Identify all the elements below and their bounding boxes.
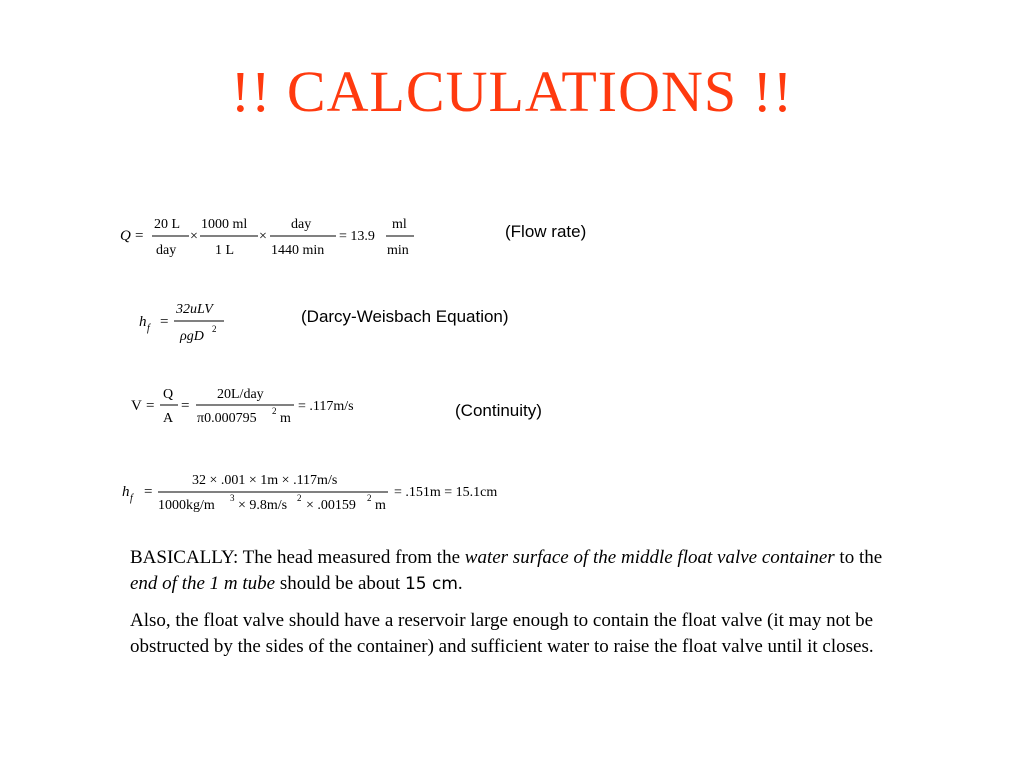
p1-text-c: should be about: [275, 573, 405, 594]
hl-result: = .151m = 15.1cm: [394, 485, 498, 500]
cont-eq: =: [146, 398, 155, 414]
cont-eq2: =: [181, 398, 190, 414]
flow-f2-den: 1 L: [215, 243, 235, 258]
float-valve-paragraph: Also, the float valve should have a reservoir large enough to contain the float valve (it may not be obstructed by the sides of the container) and sufficient water to raise the float valve until it closes.: [130, 610, 874, 657]
flow-rate-equation: [118, 208, 428, 264]
p1-emphasis-2: end of the 1 m tube: [130, 573, 276, 594]
hl-num: 32 × .001 × 1m × .117m/s: [192, 473, 338, 488]
p1-end: .: [457, 573, 463, 594]
flow-f2-num: 1000 ml: [201, 217, 248, 232]
darcy-weisbach-equation: [136, 296, 236, 346]
darcy-den: ρgD: [180, 329, 204, 344]
hl-den-b-sup: 2: [297, 493, 302, 503]
flow-q: Q: [120, 228, 131, 244]
hl-h: h: [122, 484, 130, 500]
cont-a: A: [163, 411, 174, 426]
flow-unit-den: min: [387, 243, 409, 258]
basically-paragraph: [130, 545, 900, 597]
darcy-h: h: [139, 314, 147, 330]
hl-den-c-sup: 2: [367, 493, 372, 503]
explanation-text: [130, 545, 900, 660]
flow-unit-num: ml: [392, 217, 407, 232]
darcy-den-sup: 2: [212, 324, 217, 334]
flow-f1-num: 20 L: [154, 217, 181, 232]
darcy-num: 32uLV: [176, 302, 213, 317]
flow-times2: ×: [259, 229, 267, 244]
cont-den: π0.000795: [197, 411, 257, 426]
flow-eq2: = 13.9: [339, 229, 375, 244]
cont-v: V: [131, 398, 142, 414]
p1-text-a: The head measured from the: [238, 547, 465, 568]
flow-f3-num: day: [291, 217, 312, 232]
flow-f1-den: day: [156, 243, 177, 258]
continuity-equation: [128, 382, 378, 430]
cont-result: = .117m/s: [298, 399, 354, 414]
darcy-sub: f: [147, 323, 150, 334]
flow-f3-den: 1440 min: [271, 243, 325, 258]
continuity-label: (Continuity): [455, 401, 542, 420]
hl-den-b: × 9.8m/s: [238, 498, 288, 513]
hl-eq: =: [144, 484, 153, 500]
darcy-eq: =: [160, 314, 169, 330]
darcy-label: (Darcy-Weisbach Equation): [301, 307, 509, 326]
slide-title: !! CALCULATIONS !!: [230, 59, 794, 124]
p1-text-b: to the: [834, 547, 883, 568]
p1-emphasis-1: water surface of the middle float valve container: [464, 547, 835, 568]
cont-num: 20L/day: [217, 387, 264, 402]
head-loss-equation: [120, 468, 530, 518]
cont-den-unit: m: [280, 411, 291, 426]
hl-sub: f: [130, 493, 133, 504]
hl-den-a-sup: 3: [230, 493, 235, 503]
cont-q: Q: [163, 387, 174, 402]
hl-den-d: m: [375, 498, 386, 513]
cont-den-sup: 2: [272, 406, 277, 416]
flow-rate-label: (Flow rate): [505, 222, 587, 241]
head-value: 15 cm: [404, 574, 458, 594]
hl-den-c: × .00159: [306, 498, 356, 513]
basically-label: BASICALLY:: [130, 547, 239, 568]
flow-eq: =: [135, 228, 144, 244]
hl-den-a: 1000kg/m: [158, 498, 215, 513]
flow-times1: ×: [190, 229, 198, 244]
